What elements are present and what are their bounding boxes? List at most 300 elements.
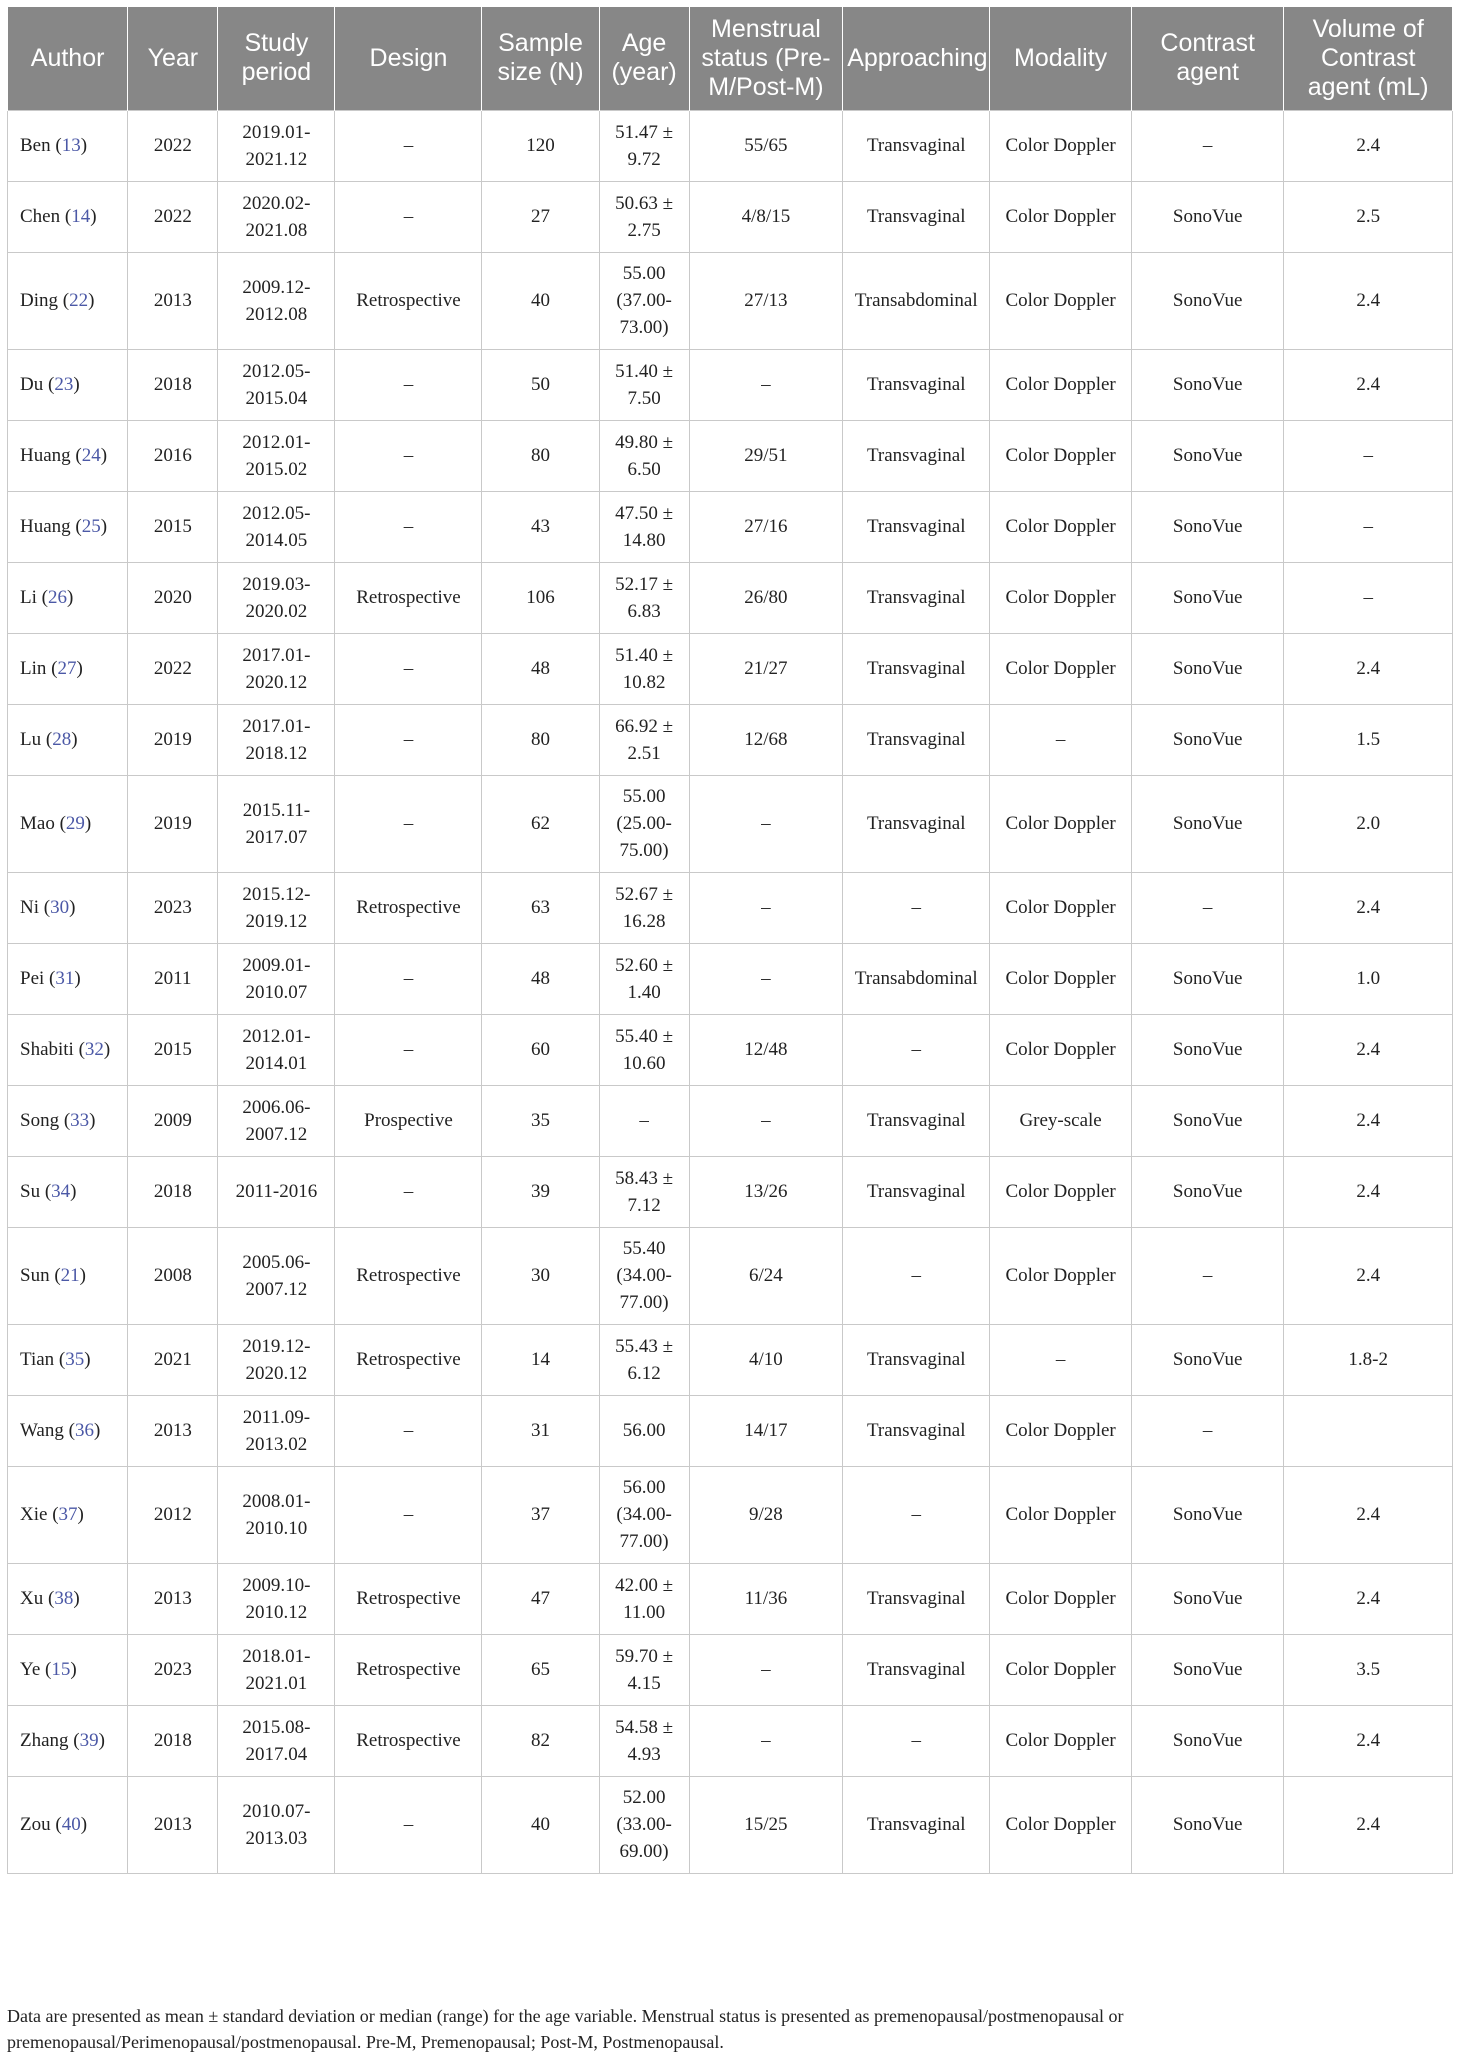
age-cell: 50.63 ± 2.75 bbox=[599, 181, 689, 252]
author-cell: Zou (40) bbox=[8, 1776, 128, 1873]
author-cell: Xu (38) bbox=[8, 1563, 128, 1634]
reference-link[interactable]: 21 bbox=[60, 1265, 80, 1286]
volume-cell: 3.5 bbox=[1284, 1634, 1453, 1705]
design-cell: Retrospective bbox=[335, 252, 482, 349]
table-footnote: Data are presented as mean ± standard deviation or median (range) for the age variable. Menstrual status is presented as premenopausal/postmenopausal or premenopausal/Perimenopausal/postmenopausal. Pre-M, Premenopausal; Post-M, Postmenopausal. bbox=[7, 2006, 1124, 2052]
menstrual-status-cell: 4/8/15 bbox=[689, 181, 843, 252]
menstrual-status-cell: 27/13 bbox=[689, 252, 843, 349]
year-cell: 2020 bbox=[128, 562, 218, 633]
design-cell: – bbox=[335, 633, 482, 704]
modality-cell: Color Doppler bbox=[990, 775, 1132, 872]
menstrual-status-cell: 4/10 bbox=[689, 1324, 843, 1395]
approaching-cell: – bbox=[843, 1014, 990, 1085]
author-name: Ding bbox=[20, 290, 58, 311]
table-row bbox=[8, 1563, 1453, 1634]
author-name: Li bbox=[20, 587, 37, 608]
header-year: Year bbox=[128, 7, 218, 110]
study-characteristics-table bbox=[7, 7, 1453, 1874]
table-row bbox=[8, 1395, 1453, 1466]
author-cell: Huang (25) bbox=[8, 491, 128, 562]
volume-cell: – bbox=[1284, 562, 1453, 633]
volume-cell: 2.4 bbox=[1284, 1227, 1453, 1324]
design-cell: – bbox=[335, 775, 482, 872]
menstrual-status-cell: – bbox=[689, 872, 843, 943]
volume-cell: 2.4 bbox=[1284, 252, 1453, 349]
study-period-cell: 2015.08-2017.04 bbox=[218, 1705, 335, 1776]
volume-cell bbox=[1284, 1395, 1453, 1466]
year-cell: 2009 bbox=[128, 1085, 218, 1156]
age-cell: 51.40 ± 10.82 bbox=[599, 633, 689, 704]
approaching-cell: Transvaginal bbox=[843, 1634, 990, 1705]
study-period-cell: 2008.01-2010.10 bbox=[218, 1466, 335, 1563]
modality-cell: Color Doppler bbox=[990, 633, 1132, 704]
study-period-cell: 2019.03-2020.02 bbox=[218, 562, 335, 633]
contrast-agent-cell: SonoVue bbox=[1131, 1705, 1283, 1776]
volume-cell: 2.5 bbox=[1284, 181, 1453, 252]
contrast-agent-cell: SonoVue bbox=[1131, 943, 1283, 1014]
reference-link[interactable]: 40 bbox=[61, 1814, 81, 1835]
table-row bbox=[8, 872, 1453, 943]
sample-size-cell: 80 bbox=[482, 704, 599, 775]
volume-cell: 2.4 bbox=[1284, 1156, 1453, 1227]
menstrual-status-cell: 55/65 bbox=[689, 110, 843, 181]
author-cell: Du (23) bbox=[8, 349, 128, 420]
contrast-agent-cell: SonoVue bbox=[1131, 491, 1283, 562]
age-cell: 56.00 bbox=[599, 1395, 689, 1466]
author-name: Ye bbox=[20, 1659, 41, 1680]
modality-cell: – bbox=[990, 1324, 1132, 1395]
design-cell: Prospective bbox=[335, 1085, 482, 1156]
year-cell: 2023 bbox=[128, 1634, 218, 1705]
reference-link[interactable]: 27 bbox=[57, 658, 77, 679]
year-cell: 2018 bbox=[128, 349, 218, 420]
menstrual-status-cell: 14/17 bbox=[689, 1395, 843, 1466]
table-row bbox=[8, 1705, 1453, 1776]
approaching-cell: – bbox=[843, 872, 990, 943]
author-name: Xu bbox=[20, 1588, 44, 1609]
sample-size-cell: 80 bbox=[482, 420, 599, 491]
table-row bbox=[8, 1227, 1453, 1324]
author-name: Huang bbox=[20, 445, 71, 466]
table-row bbox=[8, 1085, 1453, 1156]
approaching-cell: Transvaginal bbox=[843, 1324, 990, 1395]
volume-cell: 2.4 bbox=[1284, 1014, 1453, 1085]
approaching-cell: Transvaginal bbox=[843, 775, 990, 872]
reference-link[interactable]: 32 bbox=[84, 1039, 104, 1060]
modality-cell: Color Doppler bbox=[990, 872, 1132, 943]
volume-cell: 2.4 bbox=[1284, 1776, 1453, 1873]
contrast-agent-cell: SonoVue bbox=[1131, 1563, 1283, 1634]
year-cell: 2022 bbox=[128, 181, 218, 252]
modality-cell: Color Doppler bbox=[990, 110, 1132, 181]
author-cell: Shabiti (32) bbox=[8, 1014, 128, 1085]
study-period-cell: 2009.10-2010.12 bbox=[218, 1563, 335, 1634]
header-study-period: Study period bbox=[218, 7, 335, 110]
contrast-agent-cell: SonoVue bbox=[1131, 252, 1283, 349]
age-cell: 55.40 ± 10.60 bbox=[599, 1014, 689, 1085]
reference-link[interactable]: 22 bbox=[69, 290, 89, 311]
modality-cell: – bbox=[990, 704, 1132, 775]
year-cell: 2022 bbox=[128, 633, 218, 704]
sample-size-cell: 40 bbox=[482, 252, 599, 349]
sample-size-cell: 27 bbox=[482, 181, 599, 252]
author-cell: Zhang (39) bbox=[8, 1705, 128, 1776]
menstrual-status-cell: 9/28 bbox=[689, 1466, 843, 1563]
design-cell: – bbox=[335, 110, 482, 181]
design-cell: Retrospective bbox=[335, 1634, 482, 1705]
table-row bbox=[8, 252, 1453, 349]
reference-link[interactable]: 38 bbox=[54, 1588, 74, 1609]
author-name: Lin bbox=[20, 658, 47, 679]
menstrual-status-cell: – bbox=[689, 349, 843, 420]
reference-link[interactable]: 35 bbox=[65, 1349, 85, 1370]
approaching-cell: Transvaginal bbox=[843, 1156, 990, 1227]
table-row bbox=[8, 1324, 1453, 1395]
author-cell: Lu (28) bbox=[8, 704, 128, 775]
age-cell: 52.00 (33.00-69.00) bbox=[599, 1776, 689, 1873]
year-cell: 2021 bbox=[128, 1324, 218, 1395]
header-sample-size: Sample size (N) bbox=[482, 7, 599, 110]
table-row bbox=[8, 181, 1453, 252]
modality-cell: Color Doppler bbox=[990, 252, 1132, 349]
contrast-agent-cell: SonoVue bbox=[1131, 633, 1283, 704]
reference-link[interactable]: 39 bbox=[79, 1730, 99, 1751]
author-name: Mao bbox=[20, 813, 55, 834]
table-row bbox=[8, 943, 1453, 1014]
year-cell: 2023 bbox=[128, 872, 218, 943]
reference-link[interactable]: 36 bbox=[74, 1420, 94, 1441]
sample-size-cell: 60 bbox=[482, 1014, 599, 1085]
design-cell: Retrospective bbox=[335, 1227, 482, 1324]
sample-size-cell: 37 bbox=[482, 1466, 599, 1563]
year-cell: 2018 bbox=[128, 1156, 218, 1227]
author-cell: Mao (29) bbox=[8, 775, 128, 872]
age-cell: 55.43 ± 6.12 bbox=[599, 1324, 689, 1395]
author-name: Pei bbox=[20, 968, 45, 989]
age-cell: 52.60 ± 1.40 bbox=[599, 943, 689, 1014]
menstrual-status-cell: 13/26 bbox=[689, 1156, 843, 1227]
contrast-agent-cell: – bbox=[1131, 1227, 1283, 1324]
table-row bbox=[8, 633, 1453, 704]
contrast-agent-cell: SonoVue bbox=[1131, 1324, 1283, 1395]
design-cell: – bbox=[335, 420, 482, 491]
sample-size-cell: 65 bbox=[482, 1634, 599, 1705]
contrast-agent-cell: SonoVue bbox=[1131, 181, 1283, 252]
age-cell: 51.40 ± 7.50 bbox=[599, 349, 689, 420]
modality-cell: Color Doppler bbox=[990, 181, 1132, 252]
table-row bbox=[8, 562, 1453, 633]
author-cell: Su (34) bbox=[8, 1156, 128, 1227]
author-cell: Chen (14) bbox=[8, 181, 128, 252]
author-name: Tian bbox=[20, 1349, 55, 1370]
approaching-cell: – bbox=[843, 1705, 990, 1776]
sample-size-cell: 50 bbox=[482, 349, 599, 420]
reference-link[interactable]: 28 bbox=[52, 729, 72, 750]
year-cell: 2022 bbox=[128, 110, 218, 181]
modality-cell: Color Doppler bbox=[990, 1563, 1132, 1634]
design-cell: – bbox=[335, 1014, 482, 1085]
header-modality: Modality bbox=[990, 7, 1132, 110]
author-name: Wang bbox=[20, 1420, 64, 1441]
modality-cell: Color Doppler bbox=[990, 349, 1132, 420]
study-period-cell: 2015.11-2017.07 bbox=[218, 775, 335, 872]
menstrual-status-cell: 27/16 bbox=[689, 491, 843, 562]
menstrual-status-cell: 26/80 bbox=[689, 562, 843, 633]
menstrual-status-cell: – bbox=[689, 1085, 843, 1156]
reference-link[interactable]: 14 bbox=[71, 206, 91, 227]
contrast-agent-cell: SonoVue bbox=[1131, 1466, 1283, 1563]
table-row bbox=[8, 349, 1453, 420]
approaching-cell: Transabdominal bbox=[843, 252, 990, 349]
age-cell: 42.00 ± 11.00 bbox=[599, 1563, 689, 1634]
header-approaching: Approaching bbox=[843, 7, 990, 110]
table-row bbox=[8, 110, 1453, 181]
age-cell: 49.80 ± 6.50 bbox=[599, 420, 689, 491]
year-cell: 2013 bbox=[128, 252, 218, 349]
approaching-cell: Transvaginal bbox=[843, 1085, 990, 1156]
volume-cell: 2.4 bbox=[1284, 1705, 1453, 1776]
table-row bbox=[8, 1634, 1453, 1705]
age-cell: 56.00 (34.00-77.00) bbox=[599, 1466, 689, 1563]
approaching-cell: – bbox=[843, 1466, 990, 1563]
table-row bbox=[8, 775, 1453, 872]
header-design: Design bbox=[335, 7, 482, 110]
volume-cell: 2.4 bbox=[1284, 1563, 1453, 1634]
volume-cell: 1.0 bbox=[1284, 943, 1453, 1014]
modality-cell: Color Doppler bbox=[990, 1156, 1132, 1227]
contrast-agent-cell: SonoVue bbox=[1131, 704, 1283, 775]
volume-cell: 2.4 bbox=[1284, 110, 1453, 181]
volume-cell: 2.0 bbox=[1284, 775, 1453, 872]
table-row bbox=[8, 1156, 1453, 1227]
modality-cell: Color Doppler bbox=[990, 491, 1132, 562]
sample-size-cell: 43 bbox=[482, 491, 599, 562]
table-row bbox=[8, 420, 1453, 491]
header-author: Author bbox=[8, 7, 128, 110]
modality-cell: Grey-scale bbox=[990, 1085, 1132, 1156]
sample-size-cell: 39 bbox=[482, 1156, 599, 1227]
year-cell: 2015 bbox=[128, 491, 218, 562]
year-cell: 2019 bbox=[128, 704, 218, 775]
reference-link[interactable]: 31 bbox=[55, 968, 75, 989]
contrast-agent-cell: – bbox=[1131, 872, 1283, 943]
table-row bbox=[8, 1014, 1453, 1085]
contrast-agent-cell: SonoVue bbox=[1131, 1014, 1283, 1085]
design-cell: – bbox=[335, 1776, 482, 1873]
age-cell: 55.00 (37.00-73.00) bbox=[599, 252, 689, 349]
year-cell: 2015 bbox=[128, 1014, 218, 1085]
header-menstrual-status: Menstrual status (Pre-M/Post-M) bbox=[689, 7, 843, 110]
approaching-cell: Transvaginal bbox=[843, 110, 990, 181]
table-row bbox=[8, 704, 1453, 775]
approaching-cell: Transvaginal bbox=[843, 420, 990, 491]
contrast-agent-cell: SonoVue bbox=[1131, 775, 1283, 872]
age-cell: – bbox=[599, 1085, 689, 1156]
modality-cell: Color Doppler bbox=[990, 943, 1132, 1014]
contrast-agent-cell: SonoVue bbox=[1131, 1085, 1283, 1156]
author-cell: Sun (21) bbox=[8, 1227, 128, 1324]
study-period-cell: 2009.12-2012.08 bbox=[218, 252, 335, 349]
author-name: Zou bbox=[20, 1814, 51, 1835]
sample-size-cell: 63 bbox=[482, 872, 599, 943]
reference-link[interactable]: 29 bbox=[65, 813, 85, 834]
modality-cell: Color Doppler bbox=[990, 1705, 1132, 1776]
design-cell: – bbox=[335, 943, 482, 1014]
design-cell: – bbox=[335, 704, 482, 775]
author-cell: Ye (15) bbox=[8, 1634, 128, 1705]
design-cell: – bbox=[335, 349, 482, 420]
sample-size-cell: 14 bbox=[482, 1324, 599, 1395]
design-cell: – bbox=[335, 181, 482, 252]
approaching-cell: Transvaginal bbox=[843, 1563, 990, 1634]
approaching-cell: Transvaginal bbox=[843, 1395, 990, 1466]
table-row bbox=[8, 1466, 1453, 1563]
design-cell: – bbox=[335, 1156, 482, 1227]
modality-cell: Color Doppler bbox=[990, 420, 1132, 491]
age-cell: 55.40 (34.00-77.00) bbox=[599, 1227, 689, 1324]
age-cell: 54.58 ± 4.93 bbox=[599, 1705, 689, 1776]
approaching-cell: Transvaginal bbox=[843, 349, 990, 420]
volume-cell: 2.4 bbox=[1284, 1466, 1453, 1563]
contrast-agent-cell: SonoVue bbox=[1131, 1776, 1283, 1873]
menstrual-status-cell: 6/24 bbox=[689, 1227, 843, 1324]
approaching-cell: Transvaginal bbox=[843, 491, 990, 562]
author-name: Du bbox=[20, 374, 44, 395]
volume-cell: 1.5 bbox=[1284, 704, 1453, 775]
study-period-cell: 2010.07-2013.03 bbox=[218, 1776, 335, 1873]
study-period-cell: 2012.05-2014.05 bbox=[218, 491, 335, 562]
approaching-cell: Transvaginal bbox=[843, 181, 990, 252]
volume-cell: 2.4 bbox=[1284, 633, 1453, 704]
author-name: Song bbox=[20, 1110, 60, 1131]
design-cell: – bbox=[335, 1466, 482, 1563]
modality-cell: Color Doppler bbox=[990, 1634, 1132, 1705]
author-name: Zhang bbox=[20, 1730, 69, 1751]
approaching-cell: Transabdominal bbox=[843, 943, 990, 1014]
author-cell: Lin (27) bbox=[8, 633, 128, 704]
volume-cell: – bbox=[1284, 420, 1453, 491]
study-period-cell: 2015.12-2019.12 bbox=[218, 872, 335, 943]
age-cell: 52.67 ± 16.28 bbox=[599, 872, 689, 943]
reference-link[interactable]: 37 bbox=[58, 1504, 78, 1525]
menstrual-status-cell: – bbox=[689, 1634, 843, 1705]
author-cell: Wang (36) bbox=[8, 1395, 128, 1466]
reference-link[interactable]: 34 bbox=[51, 1181, 71, 1202]
volume-cell: – bbox=[1284, 491, 1453, 562]
year-cell: 2016 bbox=[128, 420, 218, 491]
author-name: Shabiti bbox=[20, 1039, 74, 1060]
year-cell: 2011 bbox=[128, 943, 218, 1014]
menstrual-status-cell: 21/27 bbox=[689, 633, 843, 704]
author-cell: Ding (22) bbox=[8, 252, 128, 349]
year-cell: 2008 bbox=[128, 1227, 218, 1324]
author-name: Xie bbox=[20, 1504, 48, 1525]
author-name: Su bbox=[20, 1181, 41, 1202]
reference-link[interactable]: 13 bbox=[61, 135, 81, 156]
design-cell: Retrospective bbox=[335, 1324, 482, 1395]
reference-link[interactable]: 25 bbox=[81, 516, 101, 537]
reference-link[interactable]: 23 bbox=[54, 374, 74, 395]
study-period-cell: 2017.01-2018.12 bbox=[218, 704, 335, 775]
design-cell: – bbox=[335, 491, 482, 562]
reference-link[interactable]: 26 bbox=[47, 587, 67, 608]
approaching-cell: Transvaginal bbox=[843, 1776, 990, 1873]
contrast-agent-cell: SonoVue bbox=[1131, 349, 1283, 420]
sample-size-cell: 62 bbox=[482, 775, 599, 872]
menstrual-status-cell: – bbox=[689, 943, 843, 1014]
modality-cell: Color Doppler bbox=[990, 1466, 1132, 1563]
design-cell: Retrospective bbox=[335, 1563, 482, 1634]
study-period-cell: 2011.09-2013.02 bbox=[218, 1395, 335, 1466]
author-name: Huang bbox=[20, 516, 71, 537]
reference-link[interactable]: 33 bbox=[70, 1110, 90, 1131]
age-cell: 47.50 ± 14.80 bbox=[599, 491, 689, 562]
age-cell: 66.92 ± 2.51 bbox=[599, 704, 689, 775]
author-cell: Ben (13) bbox=[8, 110, 128, 181]
menstrual-status-cell: 12/48 bbox=[689, 1014, 843, 1085]
sample-size-cell: 48 bbox=[482, 943, 599, 1014]
author-name: Lu bbox=[20, 729, 42, 750]
menstrual-status-cell: 12/68 bbox=[689, 704, 843, 775]
author-name: Ni bbox=[20, 897, 39, 918]
sample-size-cell: 40 bbox=[482, 1776, 599, 1873]
year-cell: 2019 bbox=[128, 775, 218, 872]
study-period-cell: 2018.01-2021.01 bbox=[218, 1634, 335, 1705]
menstrual-status-cell: – bbox=[689, 775, 843, 872]
sample-size-cell: 120 bbox=[482, 110, 599, 181]
study-period-cell: 2006.06-2007.12 bbox=[218, 1085, 335, 1156]
reference-link[interactable]: 15 bbox=[51, 1659, 71, 1680]
menstrual-status-cell: 11/36 bbox=[689, 1563, 843, 1634]
header-volume: Volume of Contrast agent (mL) bbox=[1284, 7, 1453, 110]
author-cell: Huang (24) bbox=[8, 420, 128, 491]
study-period-cell: 2017.01-2020.12 bbox=[218, 633, 335, 704]
menstrual-status-cell: 15/25 bbox=[689, 1776, 843, 1873]
contrast-agent-cell: SonoVue bbox=[1131, 420, 1283, 491]
age-cell: 52.17 ± 6.83 bbox=[599, 562, 689, 633]
design-cell: – bbox=[335, 1395, 482, 1466]
design-cell: Retrospective bbox=[335, 1705, 482, 1776]
year-cell: 2013 bbox=[128, 1395, 218, 1466]
volume-cell: 2.4 bbox=[1284, 349, 1453, 420]
age-cell: 55.00 (25.00-75.00) bbox=[599, 775, 689, 872]
modality-cell: Color Doppler bbox=[990, 1776, 1132, 1873]
modality-cell: Color Doppler bbox=[990, 1395, 1132, 1466]
reference-link[interactable]: 24 bbox=[81, 445, 101, 466]
age-cell: 58.43 ± 7.12 bbox=[599, 1156, 689, 1227]
reference-link[interactable]: 30 bbox=[50, 897, 70, 918]
sample-size-cell: 48 bbox=[482, 633, 599, 704]
age-cell: 59.70 ± 4.15 bbox=[599, 1634, 689, 1705]
study-period-cell: 2009.01-2010.07 bbox=[218, 943, 335, 1014]
age-cell: 51.47 ± 9.72 bbox=[599, 110, 689, 181]
table-row bbox=[8, 1776, 1453, 1873]
menstrual-status-cell: 29/51 bbox=[689, 420, 843, 491]
approaching-cell: – bbox=[843, 1227, 990, 1324]
study-period-cell: 2012.01-2015.02 bbox=[218, 420, 335, 491]
sample-size-cell: 30 bbox=[482, 1227, 599, 1324]
author-cell: Li (26) bbox=[8, 562, 128, 633]
modality-cell: Color Doppler bbox=[990, 562, 1132, 633]
author-name: Ben bbox=[20, 135, 51, 156]
design-cell: Retrospective bbox=[335, 872, 482, 943]
design-cell: Retrospective bbox=[335, 562, 482, 633]
header-contrast-agent: Contrast agent bbox=[1131, 7, 1283, 110]
study-period-cell: 2019.01-2021.12 bbox=[218, 110, 335, 181]
sample-size-cell: 47 bbox=[482, 1563, 599, 1634]
contrast-agent-cell: SonoVue bbox=[1131, 1156, 1283, 1227]
table-row bbox=[8, 491, 1453, 562]
